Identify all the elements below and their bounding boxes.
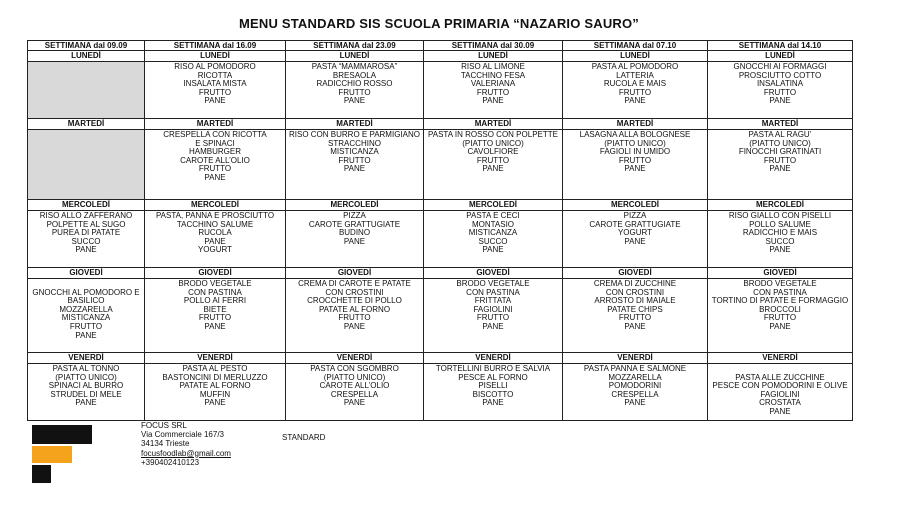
day-header: GIOVEDÌ	[563, 268, 708, 279]
meal-item: BROCCOLI	[759, 304, 801, 314]
meal-item: PANE	[769, 164, 791, 174]
meal-item: MONTASIO	[471, 219, 515, 229]
meal-item: (PIATTO UNICO)	[749, 138, 811, 148]
meal-cell	[424, 130, 563, 200]
meal-item: FAGIOLI IN UMIDO	[599, 147, 671, 157]
meal-item: MISTICANZA	[468, 228, 518, 238]
meal-item: PANE	[769, 245, 791, 255]
meal-cell	[563, 62, 708, 119]
meal-item: MOZZARELLA	[608, 372, 662, 382]
meal-cell	[563, 364, 708, 421]
week-header: SETTIMANA dal 14.10	[708, 41, 853, 51]
menu-type-label: STANDARD	[282, 433, 326, 442]
company-address: Via Commerciale 167/3	[141, 430, 225, 440]
day-header: LUNEDÌ	[563, 51, 708, 62]
meal-item: POLLO SALUME	[749, 219, 811, 229]
meal-item: (PIATTO UNICO)	[604, 138, 666, 148]
meal-item: PANE	[482, 96, 504, 106]
meal-cell	[28, 211, 145, 268]
meal-item: POLPETTE AL SUGO	[46, 219, 126, 229]
day-header: VENERDÌ	[286, 353, 424, 364]
meal-item: FRUTTO	[476, 87, 510, 97]
meal-item: MISTICANZA	[330, 147, 379, 157]
meal-item: INSALATINA	[756, 79, 804, 89]
meal-cell	[424, 211, 563, 268]
meal-item: ARROSTO DI MAIALE	[594, 296, 676, 306]
focus-logo	[32, 425, 92, 483]
meal-item: PANE	[343, 321, 366, 331]
meal-item: PASTA ALLE ZUCCHINE	[735, 372, 825, 382]
day-header: MERCOLEDÌ	[286, 200, 424, 211]
day-header: LUNEDÌ	[286, 51, 424, 62]
meal-item: RISO GIALLO CON PISELLI	[728, 211, 832, 220]
meal-item: LATTERIA	[616, 70, 654, 80]
meal-item: RISO AL POMODORO	[174, 62, 256, 71]
meal-item: PASTA AL PESTO	[182, 364, 248, 373]
meal-item: BRODO VEGETALE	[456, 279, 530, 288]
logo-black-bar-bottom	[32, 465, 51, 483]
meal-item: FRUTTO	[198, 87, 232, 97]
meal-item: RADICCHIO E MAIS	[742, 228, 818, 238]
meal-cell	[286, 279, 424, 353]
meal-cell	[563, 211, 708, 268]
day-header: MARTEDÌ	[424, 119, 563, 130]
meal-cell	[145, 211, 286, 268]
meal-item: POMODORINI	[608, 381, 662, 391]
meal-item: PASTA “MAMMAROSA”	[311, 62, 398, 71]
meal-item: PASTA, PANNA E PROSCIUTTO	[155, 211, 275, 220]
meal-cell	[708, 62, 853, 119]
meal-item: FRUTTO	[476, 313, 510, 323]
day-header: LUNEDÌ	[708, 51, 853, 62]
meal-item: YOGURT	[197, 245, 233, 255]
day-header: LUNEDÌ	[145, 51, 286, 62]
meal-item: PESCE AL FORNO	[458, 372, 528, 382]
day-header: MARTEDÌ	[708, 119, 853, 130]
day-header: VENERDÌ	[424, 353, 563, 364]
meal-item: BASTONCINI DI MERLUZZO	[162, 372, 268, 382]
meal-item: FRUTTO	[198, 164, 232, 174]
day-header: VENERDÌ	[28, 353, 145, 364]
meal-item: PANE	[624, 96, 646, 106]
meal-item: CAROTE ALL’OLIO	[319, 381, 390, 391]
day-header: MERCOLEDÌ	[563, 200, 708, 211]
meal-item: PANE	[343, 236, 366, 246]
company-email[interactable]: focusfoodlab@gmail.com	[141, 448, 231, 458]
meal-item: PASTA PANNA E SALMONE	[583, 364, 687, 373]
meal-item: SUCCO	[478, 236, 508, 246]
meal-item: PANE	[75, 245, 97, 255]
meal-item: CAROTE GRATTUGIATE	[308, 219, 401, 229]
meal-item: YOGURT	[617, 228, 653, 238]
meal-item: PIZZA	[623, 211, 647, 220]
meal-item: CON PASTINA	[753, 287, 807, 297]
meal-item: CON PASTINA	[188, 287, 242, 297]
meal-item: LASAGNA ALLA BOLOGNESE	[579, 130, 691, 139]
meal-item: BRODO VEGETALE	[178, 279, 252, 288]
meal-item: RADICCHIO ROSSO	[316, 79, 393, 89]
day-header: MERCOLEDÌ	[145, 200, 286, 211]
meal-item: VALERIANA	[470, 79, 516, 89]
meal-item: PANE	[624, 236, 646, 246]
meal-item: PANE	[75, 398, 97, 408]
company-phone: +390402410123	[141, 457, 200, 467]
meal-item: FRUTTO	[338, 155, 371, 165]
day-header: VENERDÌ	[708, 353, 853, 364]
day-header: MARTEDÌ	[145, 119, 286, 130]
meal-item: E SPINACI	[195, 138, 235, 148]
meal-item: PANE	[624, 321, 646, 331]
meal-item: FRUTTO	[476, 155, 510, 165]
day-header: VENERDÌ	[563, 353, 708, 364]
meal-item: PISELLI	[478, 381, 508, 391]
day-header: GIOVEDÌ	[708, 268, 853, 279]
meal-item: CAROTE ALL’OLIO	[180, 155, 250, 165]
meal-cell	[424, 62, 563, 119]
company-name: FOCUS SRL	[141, 421, 187, 430]
meal-item: RICOTTA	[197, 70, 233, 80]
meal-item: FAGIOLINI	[473, 304, 513, 314]
day-header: LUNEDÌ	[28, 51, 145, 62]
meal-item: FRITTATA	[474, 296, 512, 306]
company-city: 34134 Trieste	[141, 439, 190, 449]
meal-item: CON CROSTINI	[605, 287, 665, 297]
meal-item: CAROTE GRATTUGIATE	[589, 219, 681, 229]
meal-cell	[708, 211, 853, 268]
meal-cell	[145, 62, 286, 119]
meal-item: CROCCHETTE DI POLLO	[307, 296, 402, 306]
meal-item: PASTA AL RAGU’	[748, 130, 812, 139]
meal-item: SUCCO	[71, 236, 101, 246]
day-header: MERCOLEDÌ	[708, 200, 853, 211]
meal-item: CREMA DI CAROTE E PATATE	[298, 279, 411, 288]
meal-item: PASTA AL TONNO	[52, 364, 120, 373]
meal-item: PANE	[482, 164, 504, 174]
meal-item: SUCCO	[765, 236, 795, 246]
meal-item: GNOCCHI AL POMODORO E	[32, 287, 140, 297]
day-header: MARTEDÌ	[28, 119, 145, 130]
meal-item: BASILICO	[67, 296, 105, 306]
meal-item: PANE	[482, 321, 504, 331]
day-header: MARTEDÌ	[286, 119, 424, 130]
meal-item: PANE	[769, 321, 791, 331]
meal-item: FRUTTO	[69, 321, 103, 331]
meal-item: FRUTTO	[763, 155, 797, 165]
meal-item: (PIATTO UNICO)	[323, 372, 386, 382]
menu-table	[27, 40, 853, 421]
meal-item: CRESPELLA	[611, 389, 659, 399]
footer-contact	[141, 421, 231, 467]
week-header: SETTIMANA dal 23.09	[286, 41, 424, 51]
meal-cell	[708, 364, 853, 421]
day-header: GIOVEDÌ	[286, 268, 424, 279]
meal-item: PANE	[204, 96, 226, 106]
logo-orange-bar	[32, 446, 72, 463]
meal-item: SPINACI AL BURRO	[48, 381, 124, 391]
meal-item: FRUTTO	[338, 87, 371, 97]
meal-item: CON PASTINA	[466, 287, 520, 297]
meal-cell	[286, 211, 424, 268]
day-header: MERCOLEDÌ	[28, 200, 145, 211]
meal-item: PANE	[343, 96, 366, 106]
meal-item: BIETE	[203, 304, 227, 314]
meal-item: PANE	[624, 398, 646, 408]
meal-item: PANE	[482, 398, 504, 408]
meal-item: FRUTTO	[763, 313, 797, 323]
meal-item: PANE	[75, 330, 97, 340]
meal-item: PROSCIUTTO COTTO	[738, 70, 822, 80]
meal-item: PASTA CON SGOMBRO	[310, 364, 399, 373]
meal-item: BUDINO	[338, 228, 371, 238]
meal-item: FRUTTO	[618, 313, 652, 323]
meal-item: CREMA DI ZUCCHINE	[593, 279, 677, 288]
meal-cell	[563, 130, 708, 200]
meal-item: INSALATA MISTA	[183, 79, 247, 89]
meal-item: CRESPELLA	[330, 389, 379, 399]
meal-item: PANE	[769, 406, 791, 416]
meal-item: PATATE AL FORNO	[179, 381, 251, 391]
meal-cell	[145, 279, 286, 353]
meal-item: PANE	[624, 164, 646, 174]
week-header: SETTIMANA dal 30.09	[424, 41, 563, 51]
meal-item: FAGIOLINI	[760, 389, 800, 399]
meal-item: RISO CON BURRO E PARMIGIANO	[289, 130, 420, 139]
meal-cell	[28, 279, 145, 353]
document-title: MENU STANDARD SIS SCUOLA PRIMARIA “NAZARIO SAURO”	[238, 15, 640, 31]
meal-item: RUCOLA E MAIS	[603, 79, 667, 89]
meal-item: RISO AL LIMONE	[461, 62, 525, 71]
meal-item: PASTA AL POMODORO	[591, 62, 679, 71]
meal-item: CON CROSTINI	[325, 287, 384, 297]
meal-item: POLLO AI FERRI	[183, 296, 247, 306]
meal-cell	[708, 130, 853, 200]
meal-item: BRESAOLA	[332, 70, 377, 80]
week-header: SETTIMANA dal 09.09	[28, 41, 145, 51]
meal-item: TORTINO DI PATATE E FORMAGGIO	[711, 296, 849, 306]
meal-item: MISTICANZA	[61, 313, 111, 323]
meal-item: PUREA DI PATATE	[51, 228, 121, 238]
meal-cell	[286, 62, 424, 119]
meal-item: PANE	[343, 164, 366, 174]
day-header: GIOVEDÌ	[145, 268, 286, 279]
meal-cell	[286, 364, 424, 421]
empty-meal-cell	[28, 62, 145, 119]
meal-item: PASTA E CECI	[466, 211, 520, 220]
logo-black-bar-top	[32, 425, 92, 444]
meal-item: CAVOLFIORE	[467, 147, 519, 157]
meal-item: FRUTTO	[338, 313, 371, 323]
meal-item: PASTA IN ROSSO CON POLPETTE	[428, 130, 558, 139]
meal-cell	[28, 364, 145, 421]
meal-item: CROSTATA	[759, 398, 801, 408]
meal-item: PATATE AL FORNO	[318, 304, 391, 314]
day-header: VENERDÌ	[145, 353, 286, 364]
meal-item: FRUTTO	[198, 313, 232, 323]
meal-item: BISCOTTO	[472, 389, 514, 399]
meal-item: FINOCCHI GRATINATI	[738, 147, 822, 157]
meal-item: PANE	[204, 172, 226, 182]
meal-item: BRODO VEGETALE	[743, 279, 817, 288]
meal-item: MUFFIN	[199, 389, 231, 399]
meal-item: STRUDEL DI MELE	[50, 389, 122, 399]
day-header: MERCOLEDÌ	[424, 200, 563, 211]
meal-item: PANE	[482, 245, 504, 255]
empty-meal-cell	[28, 130, 145, 200]
meal-item: PANE	[769, 96, 791, 106]
meal-item: RUCOLA	[198, 228, 232, 238]
meal-cell	[708, 279, 853, 353]
meal-item: MOZZARELLA	[59, 304, 113, 314]
meal-item: FRUTTO	[763, 87, 797, 97]
meal-item: RISO ALLO ZAFFERANO	[39, 211, 133, 220]
meal-item: TACCHINO FESA	[460, 70, 526, 80]
meal-item: (PIATTO UNICO)	[55, 372, 117, 382]
meal-cell	[563, 279, 708, 353]
week-header: SETTIMANA dal 16.09	[145, 41, 286, 51]
meal-item: CRESPELLA CON RICOTTA	[163, 130, 267, 139]
meal-item: TORTELLINI BURRO E SALVIA	[435, 364, 551, 373]
meal-cell	[286, 130, 424, 200]
meal-item: FRUTTO	[618, 155, 652, 165]
day-header: LUNEDÌ	[424, 51, 563, 62]
meal-item: PATATE CHIPS	[607, 304, 663, 314]
day-header: MARTEDÌ	[563, 119, 708, 130]
day-header: GIOVEDÌ	[424, 268, 563, 279]
meal-item: PANE	[204, 398, 226, 408]
meal-item: HAMBURGER	[188, 147, 241, 157]
meal-item: PESCE CON POMODORINI E OLIVE	[712, 381, 848, 391]
meal-item: FRUTTO	[618, 87, 652, 97]
meal-item: TACCHINO SALUME	[176, 219, 254, 229]
meal-cell	[145, 364, 286, 421]
meal-item: PANE	[204, 321, 226, 331]
meal-item: STRACCHINO	[328, 138, 381, 148]
week-header: SETTIMANA dal 07.10	[563, 41, 708, 51]
meal-cell	[424, 279, 563, 353]
meal-cell	[424, 364, 563, 421]
meal-item: (PIATTO UNICO)	[462, 138, 524, 148]
meal-cell	[145, 130, 286, 200]
day-header: GIOVEDÌ	[28, 268, 145, 279]
meal-item: PANE	[343, 398, 366, 408]
meal-item: PIZZA	[343, 211, 366, 220]
meal-item: GNOCCHI AI FORMAGGI	[733, 62, 827, 71]
meal-item: PANE	[204, 236, 226, 246]
